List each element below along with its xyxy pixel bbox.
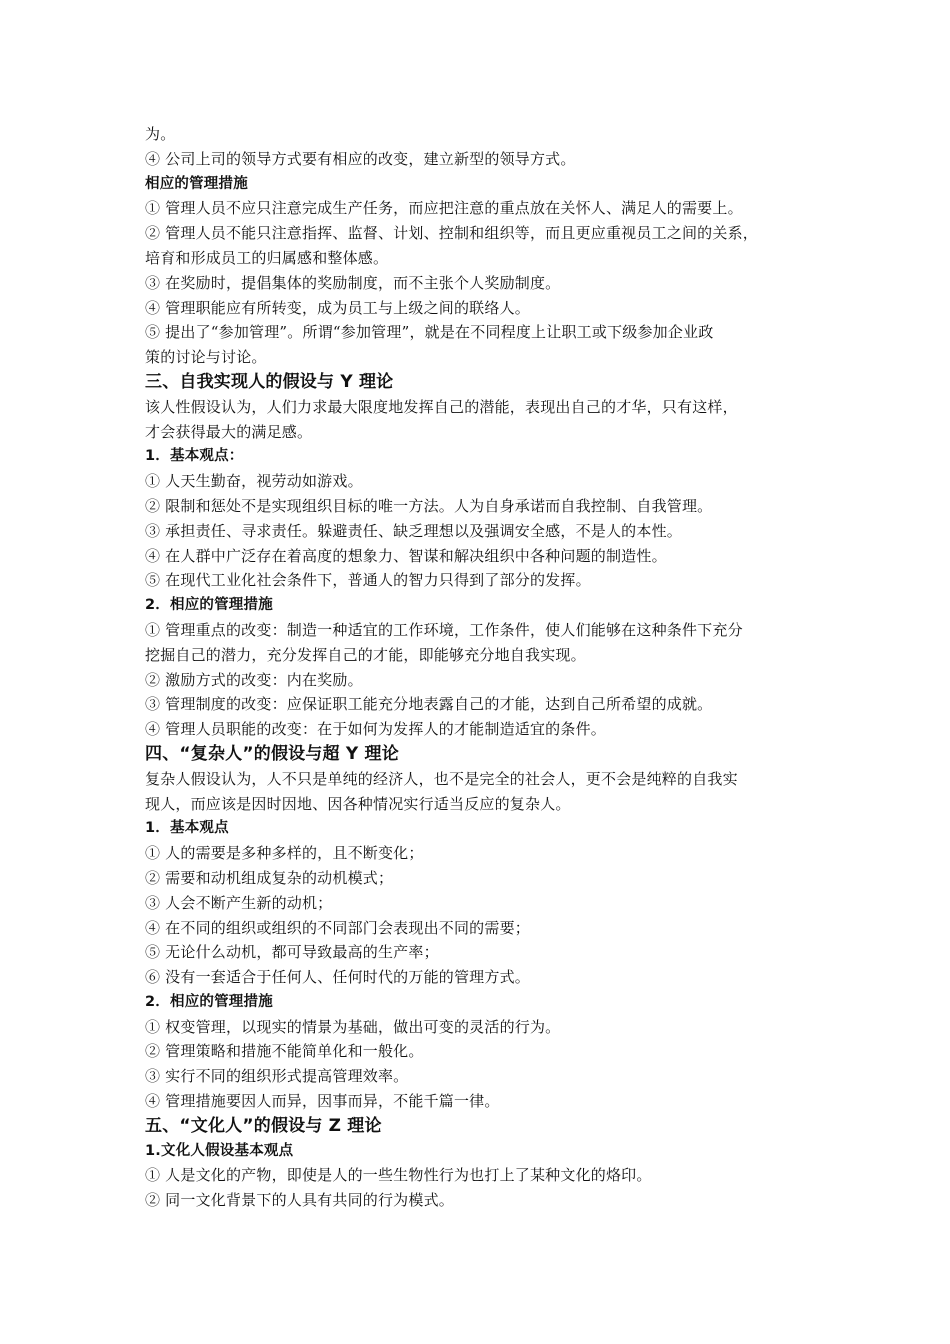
subsection-heading: 1.文化人假设基本观点	[145, 1142, 294, 1159]
text-line: ③ 在奖励时，提倡集体的奖励制度，而不主张个人奖励制度。	[145, 273, 561, 292]
text-line: 培育和形成员工的归属感和整体感。	[145, 248, 389, 267]
text-line: ④ 管理职能应有所转变，成为员工与上级之间的联络人。	[145, 298, 530, 317]
text-line: 为。	[145, 125, 176, 143]
subsection-heading: 2．相应的管理措施	[145, 597, 273, 614]
text-line: ③ 承担责任、寻求责任。躲避责任、缺乏理想以及强调安全感，不是人的本性。	[145, 521, 682, 540]
text-line: 策的讨论与讨论。	[145, 348, 267, 367]
text-line: ① 管理人员不应只注意完成生产任务，而应把注意的重点放在关怀人、满足人的需要上。	[145, 199, 743, 218]
text-line: ⑤ 在现代工业化社会条件下，普通人的智力只得到了部分的发挥。	[145, 571, 591, 590]
text-line: ④ 在人群中广泛存在着高度的想象力、智谋和解决组织中各种问题的制造性。	[145, 546, 667, 565]
text-line: ① 权变管理，以现实的情景为基础，做出可变的灵活的行为。	[145, 1017, 561, 1036]
text-line: ⑤ 提出了“参加管理”。所谓“参加管理”，就是在不同程度上让职工或下级参加企业政	[145, 323, 714, 342]
text-line: ④ 公司上司的领导方式要有相应的改变，建立新型的领导方式。	[145, 149, 576, 168]
text-line: ① 人天生勤奋，视劳动如游戏。	[145, 472, 363, 491]
text-line: ② 需要和动机组成复杂的动机模式；	[145, 868, 394, 887]
subsection-heading: 相应的管理措施	[145, 175, 248, 192]
text-line: ⑤ 无论什么动机，都可导致最高的生产率；	[145, 943, 439, 962]
text-line: ② 激励方式的改变：内在奖励。	[145, 670, 363, 689]
document-body	[145, 122, 825, 1213]
text-line: ② 管理策略和措施不能简单化和一般化。	[145, 1042, 424, 1061]
text-line: ④ 在不同的组织或组织的不同部门会表现出不同的需要；	[145, 918, 530, 937]
text-line: ① 管理重点的改变：制造一种适宜的工作环境，工作条件，使人们能够在这种条件下充分	[145, 620, 743, 639]
text-line: ① 人是文化的产物，即使是人的一些生物性行为也打上了某种文化的烙印。	[145, 1166, 652, 1185]
text-line: 挖掘自己的潜力，充分发挥自己的才能，即能够充分地自我实现。	[145, 645, 586, 664]
section-heading: 四、“复杂人”的假设与超 Y 理论	[145, 743, 399, 764]
section-heading: 五、“文化人”的假设与 Z 理论	[145, 1115, 382, 1136]
text-line: ④ 管理人员职能的改变：在于如何为发挥人的才能制造适宜的条件。	[145, 720, 606, 739]
text-line: ② 管理人员不能只注意指挥、监督、计划、控制和组织等，而且更应重视员工之间的关系，	[145, 224, 758, 243]
text-line: 才会获得最大的满足感。	[145, 422, 313, 441]
text-line: ④ 管理措施要因人而异，因事而异，不能千篇一律。	[145, 1092, 500, 1111]
text-line: ③ 管理制度的改变：应保证职工能充分地表露自己的才能，达到自己所希望的成就。	[145, 695, 713, 714]
text-line: ② 限制和惩处不是实现组织目标的唯一方法。人为自身承诺而自我控制、自我管理。	[145, 496, 713, 515]
text-line: 该人性假设认为，人们力求最大限度地发挥自己的潜能，表现出自己的才华，只有这样，	[145, 397, 738, 416]
text-line: ⑥ 没有一套适合于任何人、任何时代的万能的管理方式。	[145, 968, 530, 987]
subsection-heading: 2．相应的管理措施	[145, 993, 273, 1010]
text-line: ③ 实行不同的组织形式提高管理效率。	[145, 1067, 409, 1086]
subsection-heading: 1．基本观点	[145, 820, 229, 837]
text-line: 复杂人假设认为，人不只是单纯的经济人，也不是完全的社会人，更不会是纯粹的自我实	[145, 769, 738, 788]
subsection-heading: 1．基本观点：	[145, 448, 244, 465]
text-line: 现人，而应该是因时因地、因各种情况实行适当反应的复杂人。	[145, 794, 571, 813]
text-line: ① 人的需要是多种多样的，且不断变化；	[145, 844, 424, 863]
text-line: ③ 人会不断产生新的动机；	[145, 893, 333, 912]
text-line: ② 同一文化背景下的人具有共同的行为模式。	[145, 1191, 454, 1210]
section-heading: 三、自我实现人的假设与 Y 理论	[145, 371, 394, 392]
